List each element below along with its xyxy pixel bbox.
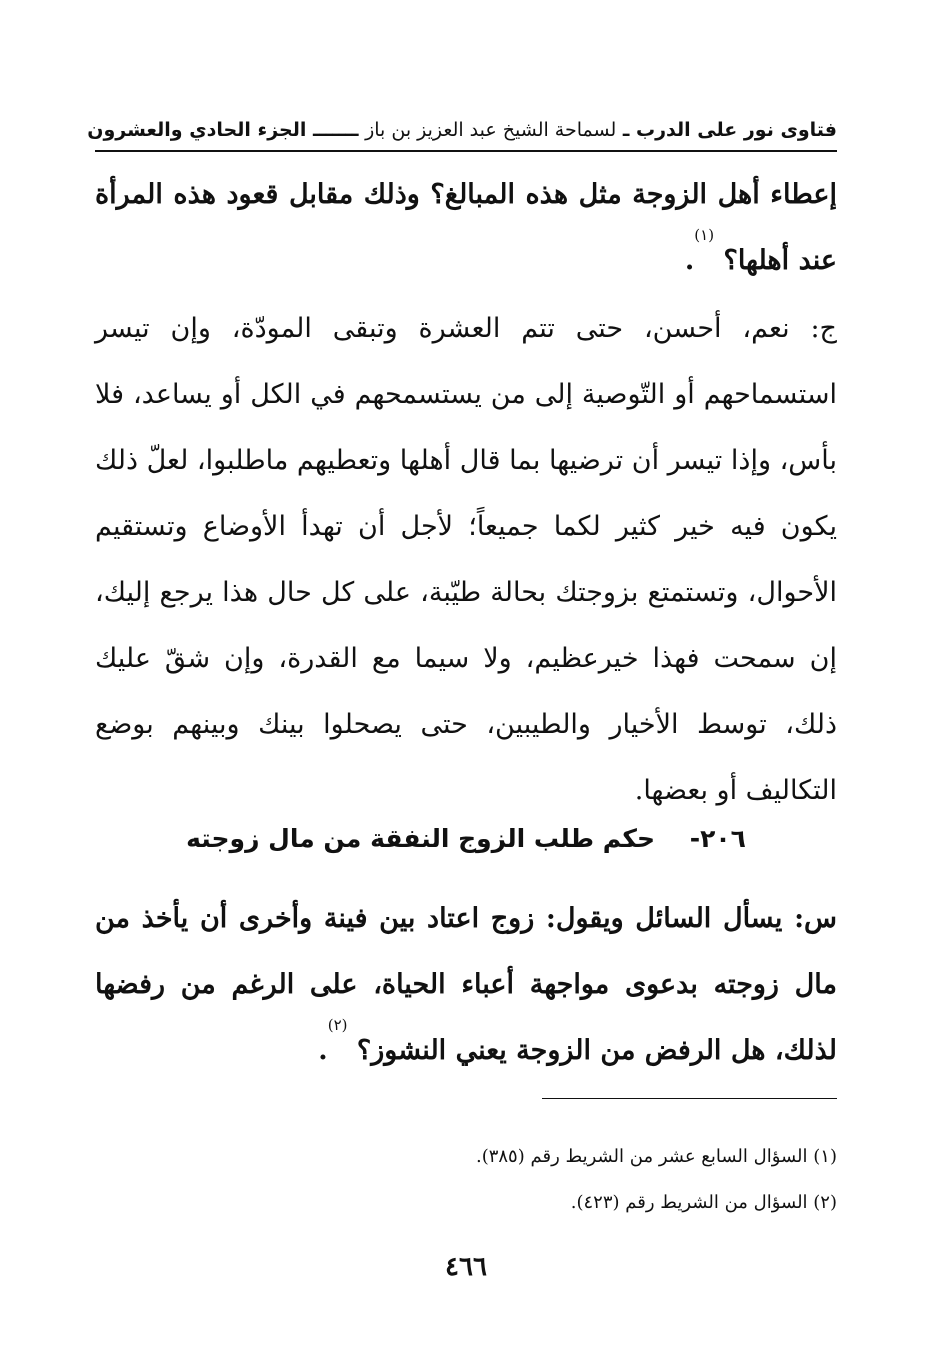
footnote-2: (٢) السؤال من الشريط رقم (٤٢٣). xyxy=(570,1192,837,1213)
footnote-1: (١) السؤال السابع عشر من الشريط رقم (٣٨٥). xyxy=(475,1146,837,1167)
header-rule xyxy=(95,150,837,152)
page-number: ٤٦٦ xyxy=(445,1252,487,1282)
running-header: فتاوى نور على الدرب ـ لسماحة الشيخ عبد العزيز بن باز ـــــــ الجزء الحادي والعشرون xyxy=(87,119,837,141)
question-text: س: يسأل السائل ويقول: زوج اعتاد بين فينة وأخرى أن يأخذ من مال زوجته بدعوى مواجهة أعباء الحياة، على الرغم من رفضها لذلك، هل الرفض من الزوجة يعني النشوز؟ xyxy=(95,903,837,1066)
section-number: ٢٠٦- xyxy=(689,824,746,853)
section-heading xyxy=(95,815,837,863)
question-continuation: إعطاء أهل الزوجة مثل هذه المبالغ؟ وذلك مقابل قعود هذه المرأة عند أهلها؟ $^{(١)}$. xyxy=(95,179,837,276)
section-title: حكم طلب الزوج النفقة من مال زوجته xyxy=(186,824,655,853)
header-author: لسماحة الشيخ عبد العزيز بن باز xyxy=(365,119,617,141)
footnote-rule xyxy=(542,1098,837,1099)
footnote-ref-2: (٢) xyxy=(327,1016,348,1034)
header-book-title: فتاوى نور على الدرب xyxy=(636,119,837,141)
question-continuation-text: إعطاء أهل الزوجة مثل هذه المبالغ؟ وذلك مقابل قعود هذه المرأة عند أهلها؟ xyxy=(95,179,837,276)
question-paragraph: س: يسأل السائل ويقول: زوج اعتاد بين فينة وأخرى أن يأخذ من مال زوجته بدعوى مواجهة أعباء الحياة، على الرغم من رفضها لذلك، هل الرفض من الزوجة يعني النشوز؟ $^{(٢)}$. xyxy=(95,903,837,1066)
header-volume: الجزء الحادي والعشرون xyxy=(87,119,307,141)
answer-paragraph: ج: نعم، أحسن، حتى تتم العشرة وتبقى المودّة، وإن تيسر استسماحهم أو التّوصية إلى من يستسمحهم في الكل أو يساعد، فلا بأس، وإذا تيسر أن ترضيها بما قال أهلها وتعطيهم ماطلبوا، لعلّ ذلك يكون فيه خير كثير لكما جميعاً؛ لأجل أن تهدأ الأوضاع وتستقيم الأحوال، وتستمتع بزوجتك بحالة طيّبة، على كل حال هذا يرجع إليك، إن سمحت فهذا خيرعظيم، ولا سيما مع القدرة، وإن شقّ عليك ذلك، توسط الأخيار والطيبين، حتى يصحلوا بينك وبينهم بوضع التكاليف أو بعضها. xyxy=(95,313,837,806)
footnote-ref-1: (١) xyxy=(694,226,715,244)
